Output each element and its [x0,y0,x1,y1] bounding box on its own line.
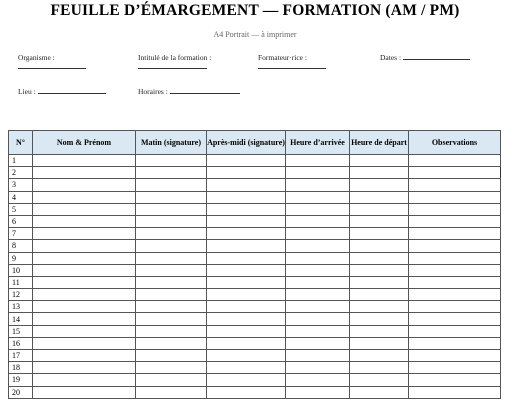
cell-matin[interactable] [136,252,207,264]
cell-arrivee[interactable] [286,228,350,240]
cell-observations[interactable] [409,301,501,313]
cell-apres_midi[interactable] [207,240,286,252]
column-header-nom: Nom & Prénom [33,131,136,155]
cell-matin[interactable] [136,167,207,179]
cell-depart[interactable] [350,362,409,374]
row-number: 3 [9,179,33,191]
cell-observations[interactable] [409,228,501,240]
intitule-label: Intitulé de la formation : [138,53,212,62]
table-row [9,350,501,362]
column-header-observations: Observations [409,131,501,155]
row-number: 2 [9,167,33,179]
table-row [9,374,501,386]
row-number: 16 [9,337,33,349]
cell-observations[interactable] [409,374,501,386]
organisme-line[interactable] [18,68,86,69]
row-number: 11 [9,276,33,288]
cell-arrivee[interactable] [286,240,350,252]
table-row [9,313,501,325]
cell-apres_midi[interactable] [207,228,286,240]
cell-arrivee[interactable] [286,155,350,167]
cell-depart[interactable] [350,155,409,167]
row-number: 12 [9,289,33,301]
cell-arrivee[interactable] [286,362,350,374]
cell-arrivee[interactable] [286,289,350,301]
cell-matin[interactable] [136,203,207,215]
table-row [9,362,501,374]
cell-matin[interactable] [136,374,207,386]
column-header-depart: Heure de départ [350,131,409,155]
cell-observations[interactable] [409,252,501,264]
cell-depart[interactable] [350,276,409,288]
cell-observations[interactable] [409,191,501,203]
lieu-label [18,87,106,96]
cell-nom[interactable] [33,252,136,264]
cell-arrivee[interactable] [286,264,350,276]
cell-arrivee[interactable] [286,203,350,215]
table-body [9,155,501,399]
table-row [9,228,501,240]
cell-arrivee[interactable] [286,386,350,398]
table-row [9,325,501,337]
row-number: 19 [9,374,33,386]
cell-apres_midi[interactable] [207,167,286,179]
cell-apres_midi[interactable] [207,350,286,362]
formateur-line[interactable] [258,68,326,69]
table-row [9,276,501,288]
row-number: 13 [9,301,33,313]
cell-nom[interactable] [33,362,136,374]
cell-depart[interactable] [350,240,409,252]
row-number: 7 [9,228,33,240]
cell-arrivee[interactable] [286,179,350,191]
row-number: 8 [9,240,33,252]
table-row [9,191,501,203]
cell-arrivee[interactable] [286,191,350,203]
table-row [9,167,501,179]
cell-depart[interactable] [350,289,409,301]
cell-matin[interactable] [136,313,207,325]
cell-observations[interactable] [409,155,501,167]
cell-arrivee[interactable] [286,313,350,325]
cell-arrivee[interactable] [286,301,350,313]
cell-arrivee[interactable] [286,325,350,337]
page-subtitle: A4 Portrait — à imprimer [213,30,297,39]
cell-nom[interactable] [33,228,136,240]
horaires-line[interactable] [170,87,240,94]
table-row [9,301,501,313]
cell-depart[interactable] [350,191,409,203]
table-row [9,264,501,276]
row-number: 17 [9,350,33,362]
cell-apres_midi[interactable] [207,301,286,313]
cell-apres_midi[interactable] [207,386,286,398]
cell-apres_midi[interactable] [207,264,286,276]
table-row [9,203,501,215]
cell-apres_midi[interactable] [207,362,286,374]
table-row [9,240,501,252]
cell-matin[interactable] [136,191,207,203]
cell-observations[interactable] [409,215,501,227]
cell-apres_midi[interactable] [207,203,286,215]
cell-apres_midi[interactable] [207,155,286,167]
cell-apres_midi[interactable] [207,374,286,386]
cell-depart[interactable] [350,264,409,276]
column-header-apres_midi: Après-midi (signature) [207,131,286,155]
column-header-arrivee: Heure d’arrivée [286,131,350,155]
cell-nom[interactable] [33,215,136,227]
cell-matin[interactable] [136,240,207,252]
cell-nom[interactable] [33,301,136,313]
cell-apres_midi[interactable] [207,191,286,203]
cell-observations[interactable] [409,350,501,362]
lieu-label-text: Lieu : [18,87,36,96]
cell-observations[interactable] [409,179,501,191]
cell-observations[interactable] [409,386,501,398]
cell-observations[interactable] [409,337,501,349]
table-row [9,215,501,227]
cell-apres_midi[interactable] [207,215,286,227]
table-row [9,289,501,301]
row-number: 9 [9,252,33,264]
cell-matin[interactable] [136,215,207,227]
cell-nom[interactable] [33,179,136,191]
cell-observations[interactable] [409,289,501,301]
page-title: FEUILLE D’ÉMARGEMENT — FORMATION (AM / PM) [50,2,460,19]
table-row [9,155,501,167]
cell-nom[interactable] [33,191,136,203]
lieu-line[interactable] [38,87,106,94]
row-number: 10 [9,264,33,276]
cell-nom[interactable] [33,155,136,167]
row-number: 14 [9,313,33,325]
cell-nom[interactable] [33,203,136,215]
cell-nom[interactable] [33,313,136,325]
cell-arrivee[interactable] [286,276,350,288]
cell-nom[interactable] [33,276,136,288]
row-number: 20 [9,386,33,398]
cell-matin[interactable] [136,289,207,301]
table-row [9,252,501,264]
cell-matin[interactable] [136,155,207,167]
cell-arrivee[interactable] [286,252,350,264]
cell-apres_midi[interactable] [207,252,286,264]
cell-depart[interactable] [350,313,409,325]
cell-observations[interactable] [409,362,501,374]
dates-label-text: Dates : [380,53,402,62]
cell-nom[interactable] [33,264,136,276]
cell-observations[interactable] [409,203,501,215]
table-header-row [9,131,501,155]
column-header-matin: Matin (signature) [136,131,207,155]
horaires-label-text: Horaires : [138,87,168,96]
cell-nom[interactable] [33,386,136,398]
dates-line[interactable] [403,53,470,60]
cell-nom[interactable] [33,374,136,386]
cell-arrivee[interactable] [286,350,350,362]
attendance-table [8,130,501,399]
cell-nom[interactable] [33,350,136,362]
cell-depart[interactable] [350,215,409,227]
row-number: 4 [9,191,33,203]
cell-arrivee[interactable] [286,215,350,227]
table-row [9,386,501,398]
row-number: 15 [9,325,33,337]
cell-depart[interactable] [350,252,409,264]
cell-observations[interactable] [409,325,501,337]
cell-matin[interactable] [136,337,207,349]
cell-depart[interactable] [350,203,409,215]
cell-arrivee[interactable] [286,167,350,179]
organisme-label: Organisme : [18,53,55,62]
table-row [9,179,501,191]
cell-depart[interactable] [350,337,409,349]
formateur-label: Formateur·rice : [258,53,307,62]
cell-depart[interactable] [350,325,409,337]
dates-label [380,53,470,62]
cell-depart[interactable] [350,374,409,386]
row-number: 1 [9,155,33,167]
row-number: 18 [9,362,33,374]
cell-nom[interactable] [33,325,136,337]
row-number: 6 [9,215,33,227]
cell-apres_midi[interactable] [207,313,286,325]
cell-matin[interactable] [136,228,207,240]
cell-depart[interactable] [350,350,409,362]
cell-depart[interactable] [350,228,409,240]
cell-nom[interactable] [33,167,136,179]
cell-observations[interactable] [409,313,501,325]
column-header-no: N° [9,131,33,155]
cell-depart[interactable] [350,179,409,191]
cell-observations[interactable] [409,240,501,252]
row-number: 5 [9,203,33,215]
cell-arrivee[interactable] [286,337,350,349]
cell-matin[interactable] [136,301,207,313]
cell-depart[interactable] [350,386,409,398]
cell-observations[interactable] [409,264,501,276]
cell-matin[interactable] [136,362,207,374]
cell-apres_midi[interactable] [207,179,286,191]
cell-nom[interactable] [33,240,136,252]
cell-observations[interactable] [409,276,501,288]
cell-apres_midi[interactable] [207,289,286,301]
horaires-label [138,87,240,96]
cell-matin[interactable] [136,179,207,191]
cell-nom[interactable] [33,337,136,349]
cell-matin[interactable] [136,325,207,337]
cell-matin[interactable] [136,264,207,276]
table-row [9,337,501,349]
cell-apres_midi[interactable] [207,325,286,337]
cell-depart[interactable] [350,167,409,179]
cell-nom[interactable] [33,289,136,301]
intitule-line[interactable] [138,68,207,69]
cell-depart[interactable] [350,301,409,313]
cell-observations[interactable] [409,167,501,179]
cell-matin[interactable] [136,386,207,398]
cell-matin[interactable] [136,276,207,288]
cell-matin[interactable] [136,350,207,362]
cell-arrivee[interactable] [286,374,350,386]
text-cursor [500,167,501,177]
cell-apres_midi[interactable] [207,276,286,288]
cell-apres_midi[interactable] [207,337,286,349]
